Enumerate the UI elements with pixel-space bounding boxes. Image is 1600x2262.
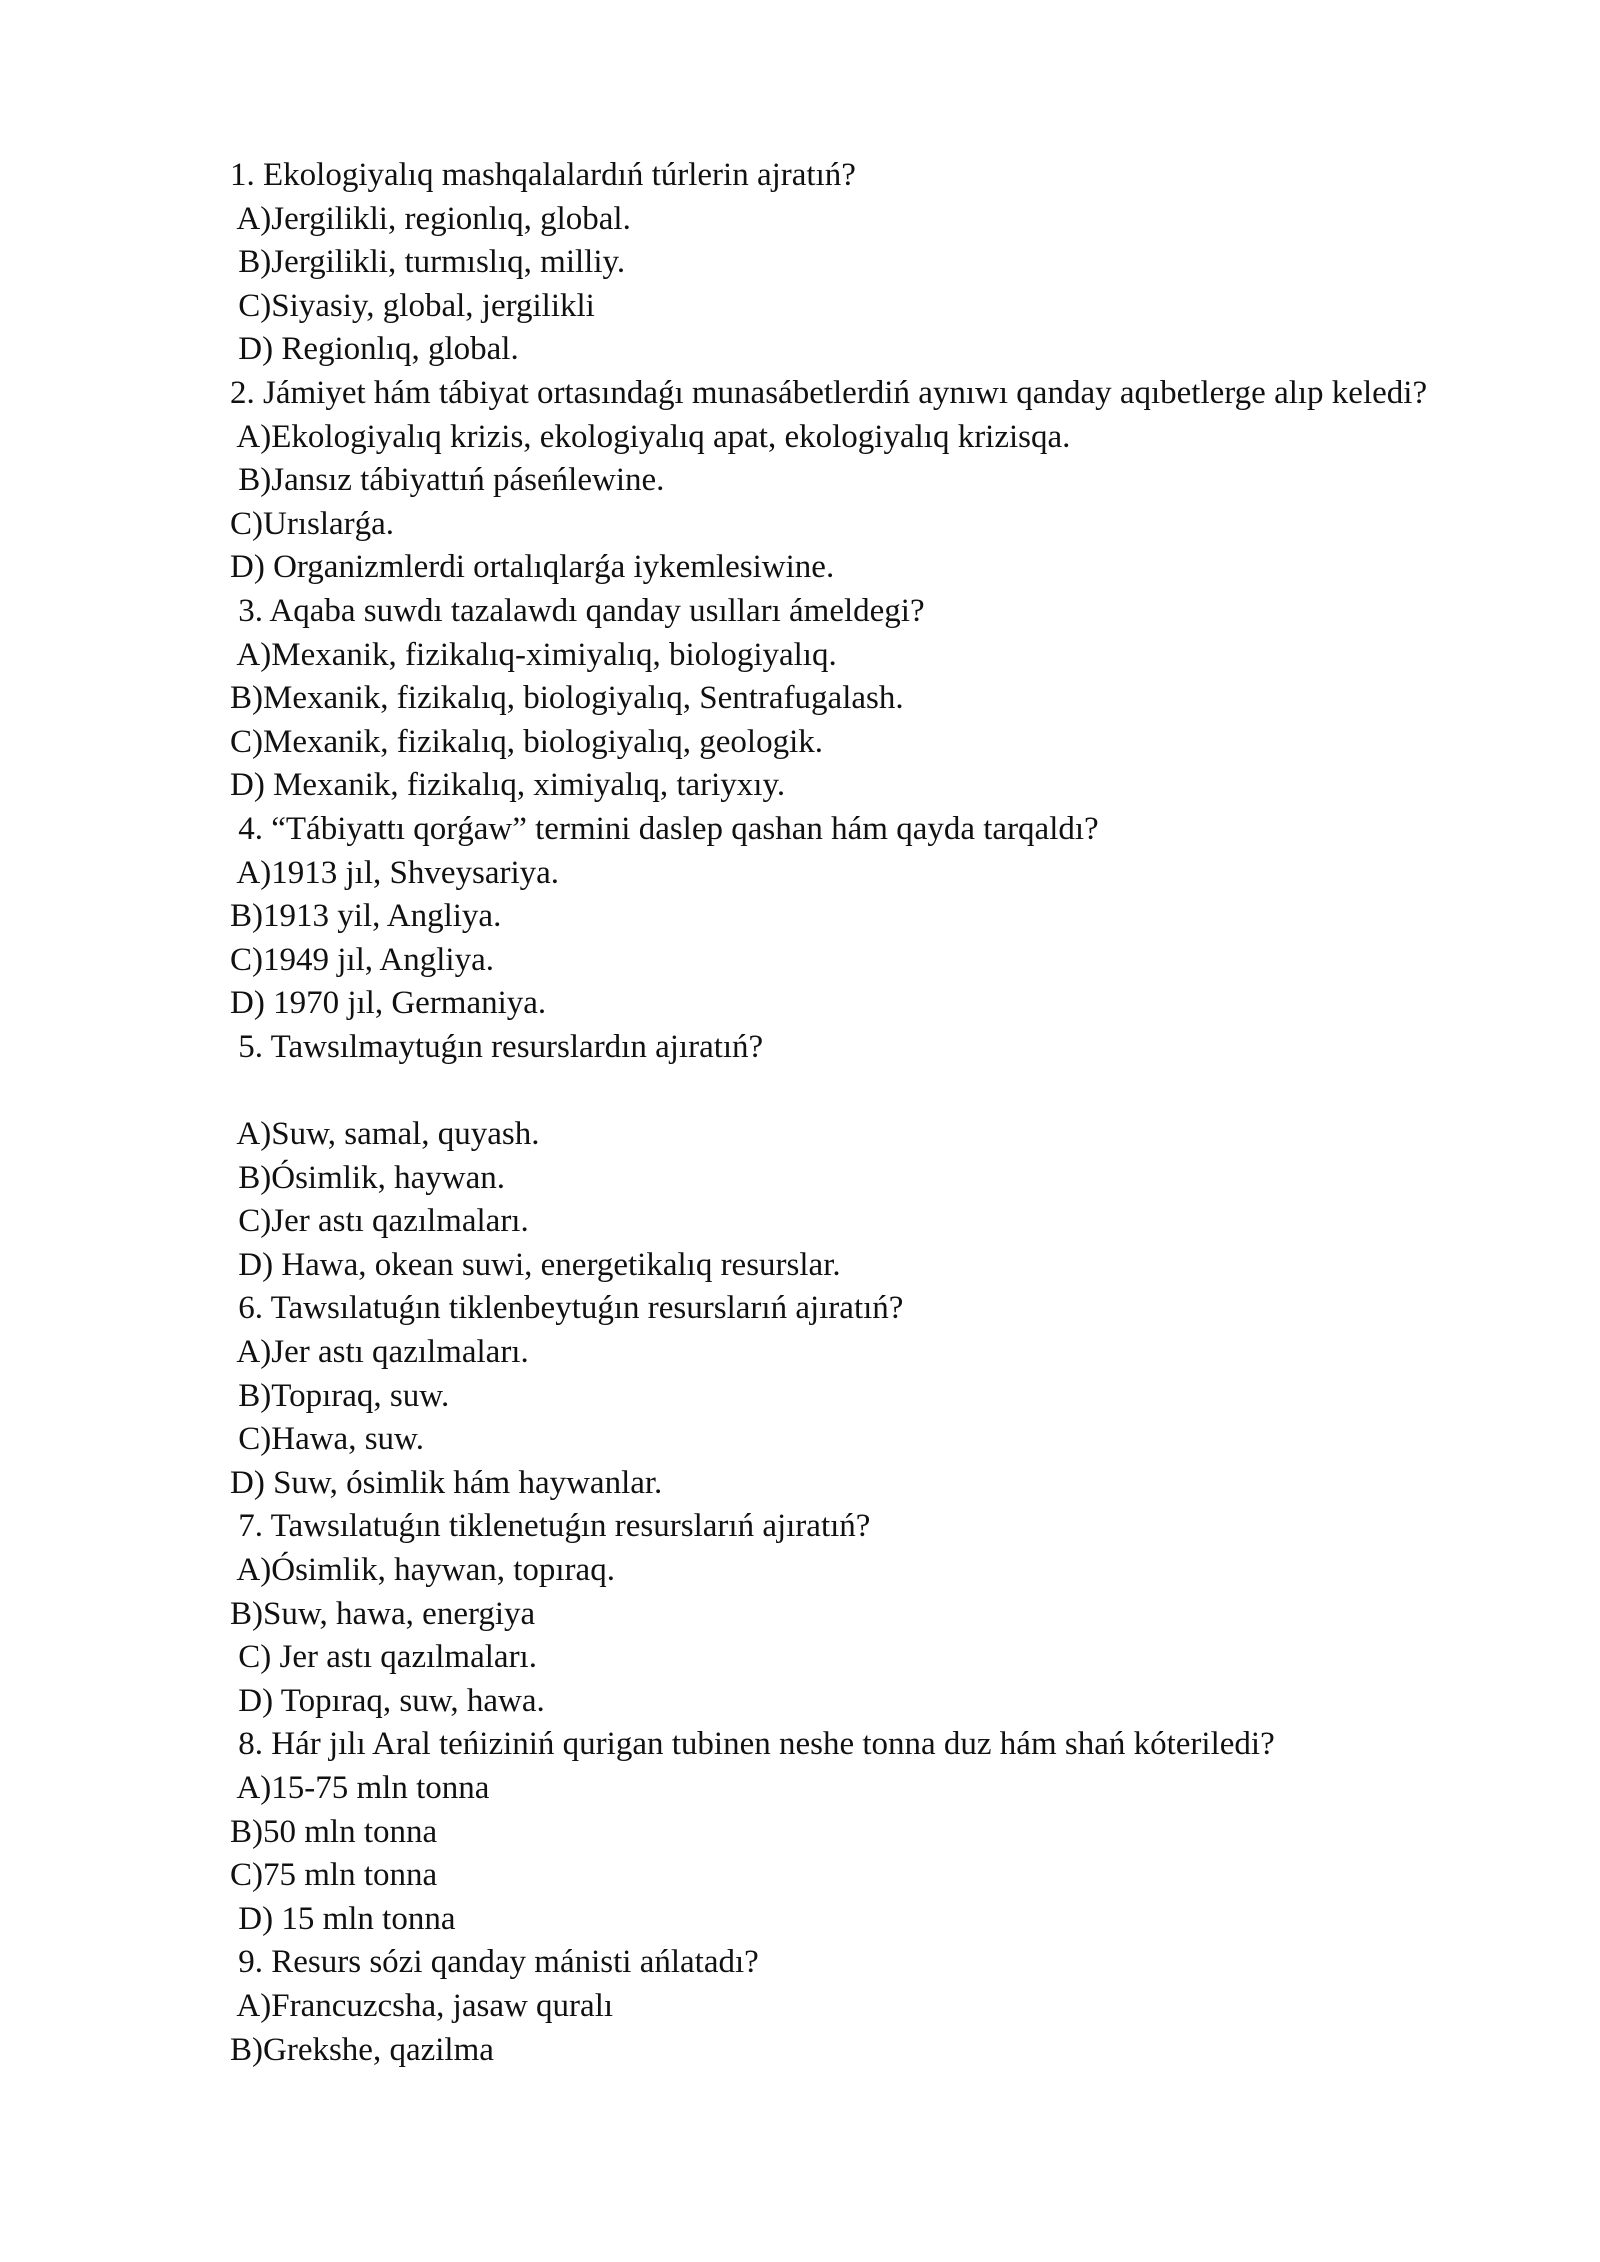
answer-option: B)Mexanik, fizikalıq, biologiyalıq, Sentrafugalash. (230, 680, 904, 717)
answer-option: C) Jer astı qazılmaları. (230, 1639, 537, 1676)
answer-option: C)Siyasiy, global, jergilikli (230, 287, 595, 324)
answer-option: A)Jergilikli, regionlıq, global. (230, 200, 631, 237)
answer-option: C)1949 jıl, Angliya. (230, 941, 494, 978)
answer-option: B)Jergilikli, turmıslıq, milliy. (230, 244, 626, 281)
answer-option: A)Suw, samal, quyash. (230, 1116, 540, 1153)
answer-option: D) Hawa, okean suwi, energetikalıq resurslar. (230, 1246, 841, 1283)
question-8: 8. Hár jılı Aral teńiziniń qurigan tubinen neshe tonna duz hám shań kóteriledi? (230, 1726, 1275, 1763)
answer-option: D) Mexanik, fizikalıq, ximiyalıq, tariyxıy. (230, 767, 786, 804)
question-2: 2. Jámiyet hám tábiyat ortasındaǵı munasábetlerdiń aynıwı qanday aqıbetlerge alıp keledi? (230, 374, 1428, 411)
answer-option: B)50 mln tonna (230, 1813, 438, 1850)
answer-option: D) Topıraq, suw, hawa. (230, 1682, 545, 1719)
question-6: 6. Tawsılatuǵın tiklenbeytuǵın resurslarıń ajıratıń? (230, 1290, 904, 1327)
answer-option: A)1913 jıl, Shveysariya. (230, 854, 560, 891)
answer-option: B)1913 yil, Angliya. (230, 898, 502, 935)
answer-option: D) Regionlıq, global. (230, 331, 519, 368)
question-5: 5. Tawsılmaytuǵın resurslardın ajıratıń? (230, 1028, 764, 1065)
answer-option: C)Urıslarǵa. (230, 505, 395, 542)
blank-line (230, 1069, 1530, 1113)
answer-option: A)Ósimlik, haywan, topıraq. (230, 1552, 615, 1588)
answer-option: D) 15 mln tonna (230, 1900, 456, 1937)
answer-option: A)15-75 mln tonna (230, 1769, 490, 1806)
answer-option: B)Ósimlik, haywan. (230, 1159, 505, 1196)
answer-option: A)Francuzcsha, jasaw quralı (230, 1987, 614, 2024)
answer-option: D) Organizmlerdi ortalıqlarǵa iykemlesiwine. (230, 549, 835, 586)
answer-option: C)75 mln tonna (230, 1857, 438, 1894)
answer-option: A)Jer astı qazılmaları. (230, 1334, 529, 1371)
answer-option: A)Ekologiyalıq krizis, ekologiyalıq apat, ekologiyalıq krizisqa. (230, 418, 1071, 455)
answer-option: C)Hawa, suw. (230, 1421, 424, 1458)
answer-option: C)Jer astı qazılmaları. (230, 1203, 529, 1240)
question-7: 7. Tawsılatuǵın tiklenetuǵın resurslarıń ajıratıń? (230, 1508, 871, 1545)
answer-option: B)Suw, hawa, energiya (230, 1595, 536, 1632)
answer-option: C)Mexanik, fizikalıq, biologiyalıq, geologik. (230, 723, 823, 760)
question-4: 4. “Tábiyattı qorǵaw” termini daslep qashan hám qayda tarqaldı? (230, 810, 1099, 847)
question-1: 1. Ekologiyalıq mashqalalardıń túrlerin ajratıń? (230, 157, 856, 193)
answer-option: A)Mexanik, fizikalıq-ximiyalıq, biologiyalıq. (230, 636, 837, 673)
answer-option: B)Topıraq, suw. (230, 1377, 450, 1414)
answer-option: B)Jansız tábiyattıń páseńlewine. (230, 462, 665, 499)
answer-option: D) 1970 jıl, Germaniya. (230, 985, 547, 1022)
answer-option: D) Suw, ósimlik hám haywanlar. (230, 1464, 663, 1501)
question-9: 9. Resurs sózi qanday mánisti ańlatadı? (230, 1944, 759, 1981)
question-3: 3. Aqaba suwdı tazalawdı qanday usılları ámeldegi? (230, 592, 925, 629)
document-body (230, 154, 1530, 2072)
answer-option: B)Grekshe, qazilma (230, 2031, 494, 2068)
